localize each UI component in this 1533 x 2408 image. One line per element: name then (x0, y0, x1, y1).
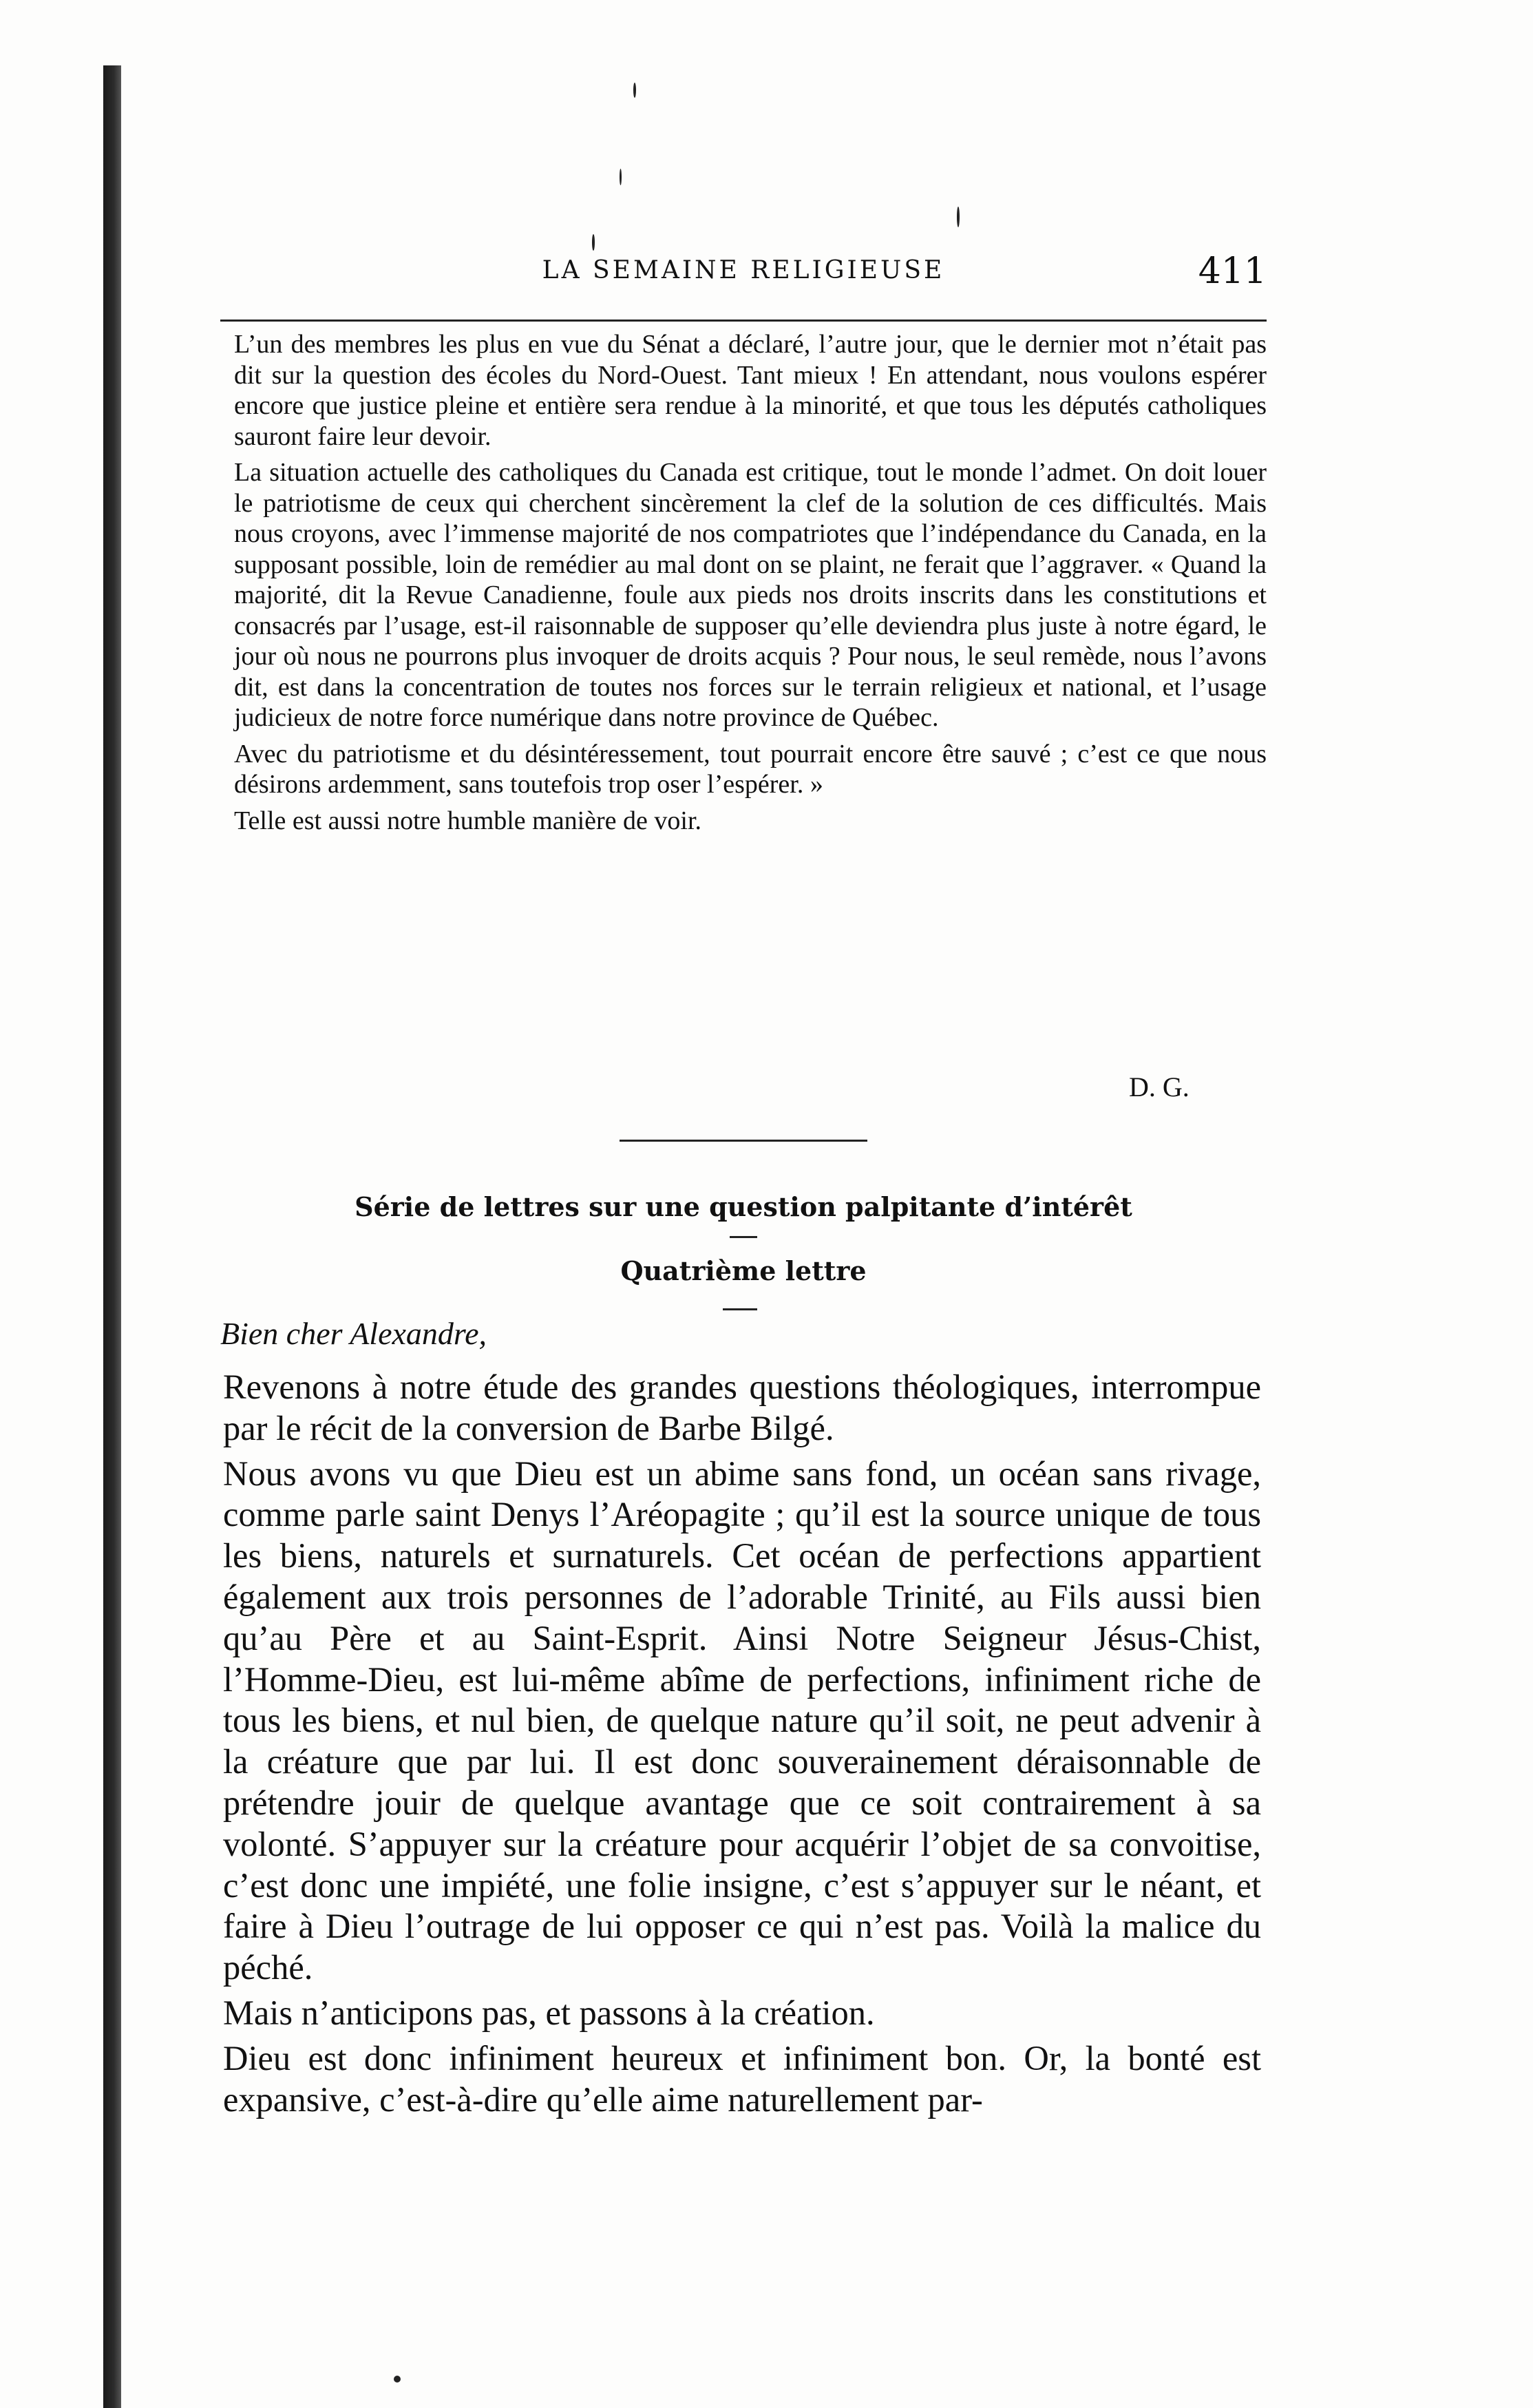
speck (394, 2376, 401, 2383)
paragraph: Avec du patriotisme et du désintéressement, tout pourrait encore être sauvé ; c’est ce que nous désirons ardemment, sans toutefois trop oser l’espérer. » (234, 739, 1267, 799)
title-dash (730, 1236, 757, 1238)
paragraph: Mais n’anticipons pas, et passons à la création. (223, 1993, 875, 2032)
paragraph: La situation actuelle des catholiques du Canada est critique, tout le monde l’admet. On doit louer le patriotisme de ceux qui cherchent sincèrement la clef de la solution de ces difficultés. Mais nous croyons, avec l’immense majorité de nos compatriotes que l’indépendance du Canada, en la supposant possible, loin de remédier au mal dont on se plaint, ne ferait que l’aggraver. « Quand la majorité, dit la Revue Canadienne, foule aux pieds nos droits inscrits dans les constitutions et consacrés par l’usage, est-il raisonnable de supposer qu’elle deviendra plus juste à notre égard, le jour où nous ne pourrons plus invoquer de droits acquis ? Pour nous, le seul remède, nous l’avons dit, est dans la concentration de toutes nos forces sur le terrain religieux et national, et l’usage judicieux de notre force numérique dans notre province de Québec. (234, 458, 1267, 732)
paragraph: Nous avons vu que Dieu est un abime sans fond, un océan sans rivage, comme parle saint Denys l’Aréopagite ; qu’il est la source unique de tous les biens, naturels et surnaturels. Cet océan de perfections appartient également aux trois personnes de l’adorable Trinité, au Fils aussi bien qu’au Père et au Saint-Esprit. Ainsi Notre Seigneur Jésus-Chist, l’Homme-Dieu, est lui-même abîme de perfections, infiniment riche de tous les biens, et nul bien, de quelque nature qu’il soit, ne peut advenir à la créature que par lui. Il est donc souverainement déraisonnable de prétendre jouir de quelque avantage que ce soit contrairement à sa volonté. S’appuyer sur la créature pour acquérir l’objet de sa convoitise, c’est donc une impiété, une folie insigne, c’est s’appuyer sur le néant, et faire à Dieu l’outrage de lui opposer ce qui n’est pas. Voilà la malice du péché. (223, 1454, 1261, 1987)
speck (957, 207, 960, 227)
paragraph: Telle est aussi notre humble manière de voir. (234, 806, 702, 835)
running-title: LA SEMAINE RELIGIEUSE (542, 256, 945, 284)
paragraph: Dieu est donc infiniment heureux et infiniment bon. Or, la bonté est expansive, c’est-à-dire qu’elle aime naturellement par- (223, 2038, 1261, 2119)
signature: D. G. (1129, 1071, 1190, 1102)
paragraph: L’un des membres les plus en vue du Sénat a déclaré, l’autre jour, que le dernier mot n’était pas dit sur la question des écoles du Nord-Ouest. Tant mieux ! En attendant, nous voulons espérer encore que justice pleine et entière sera rendue à la minorité, et que tous les députés catholiques sauront faire leur devoir. (234, 330, 1267, 451)
section-separator (620, 1140, 867, 1142)
paragraph: Revenons à notre étude des grandes questions théologiques, interrompue par le récit de la conversion de Barbe Bilgé. (223, 1368, 1261, 1447)
header-rule (220, 320, 1267, 322)
page-number: 411 (1198, 251, 1267, 292)
running-head (220, 251, 1267, 292)
salutation: Bien cher Alexandre, (220, 1316, 487, 1351)
title-dash (723, 1308, 757, 1310)
previous-letter-text (234, 329, 1267, 841)
letter-number: Quatrième lettre (620, 1255, 867, 1286)
speck (633, 83, 636, 98)
speck (620, 169, 622, 185)
letter-body (223, 1367, 1261, 2124)
series-title: Série de lettres sur une question palpitante d’intérêt (355, 1191, 1132, 1222)
binding-edge (103, 65, 121, 2408)
speck (592, 234, 595, 251)
